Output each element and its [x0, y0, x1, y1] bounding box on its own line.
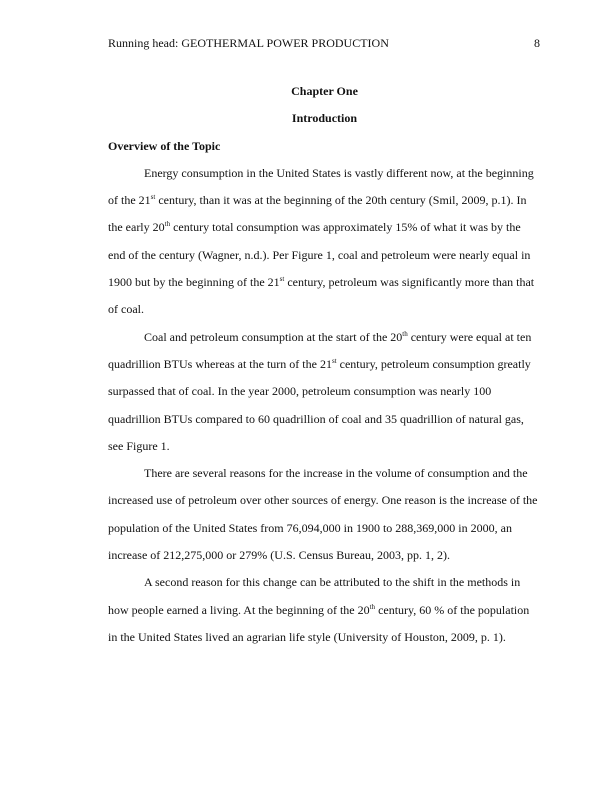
- paragraph-1-text-d: century, petroleum was significantly more than that of coal.: [108, 275, 535, 317]
- subheading: Overview of the Topic: [108, 138, 221, 153]
- running-head: Running head: GEOTHERMAL POWER PRODUCTION: [108, 36, 389, 50]
- paragraph-2: [108, 324, 541, 460]
- paragraph-4: [108, 569, 541, 651]
- chapter-title: Chapter One: [291, 84, 358, 98]
- paragraph-4-sup-a: th: [369, 602, 376, 611]
- paragraph-2-text-a: Coal and petroleum consumption at the start of the 20: [144, 329, 403, 344]
- paragraph-2-sup-b: st: [331, 356, 337, 365]
- paragraph-2-text-c: century, petroleum consumption greatly surpassed that of coal. In the year 2000, petroleum consumption was nearly 100 quadrillion BTUs compared to 60 quadrillion of coal and 35 quadrillion of natural gas, see Figure 1.: [108, 356, 531, 453]
- paragraph-1-sup-c: st: [279, 275, 285, 284]
- paragraph-2-text-b: century were equal at ten quadrillion BTUs whereas at the turn of the 21: [108, 329, 532, 371]
- paragraph-4-text-a: A second reason for this change can be attributed to the shift in the methods in how people earned a living. At the beginning of the 20: [108, 575, 521, 617]
- document-body: [108, 78, 541, 651]
- paragraph-1-text-c: century total consumption was approximately 15% of what it was by the end of the century (Wagner, n.d.). Per Figure 1, coal and petroleum were nearly equal in 1900 but by the beginning of the 21: [108, 220, 531, 290]
- paragraph-1: [108, 160, 541, 324]
- paragraph-4-text-b: century, 60 % of the population in the United States lived an agrarian life style (University of Houston, 2009, p. 1).: [108, 602, 530, 644]
- paragraph-1-sup-a: st: [150, 193, 156, 202]
- section-title: Introduction: [291, 111, 358, 126]
- paragraph-1-text-b: century, than it was at the beginning of the 20th century (Smil, 2009, p.1). In the early 20: [108, 193, 527, 235]
- paragraph-2-sup-a: th: [402, 329, 408, 338]
- paragraph-1-sup-b: th: [164, 220, 171, 229]
- page-header: [108, 36, 540, 52]
- paragraph-1-text-a: Energy consumption in the United States is vastly different now, at the beginning of the 21: [108, 165, 534, 208]
- paragraph-3: [108, 460, 541, 569]
- paragraph-3-text: There are several reasons for the increase in the volume of consumption and the increased use of petroleum over other sources of energy. One reason is the increase of the population of the United States from 76,094,000 in 1900 to 288,369,000 in 2000, an increase of 212,275,000 or 279% (U.S. Census Bureau, 2003, pp. 1, 2).: [108, 466, 538, 563]
- page-number: 8: [534, 36, 540, 50]
